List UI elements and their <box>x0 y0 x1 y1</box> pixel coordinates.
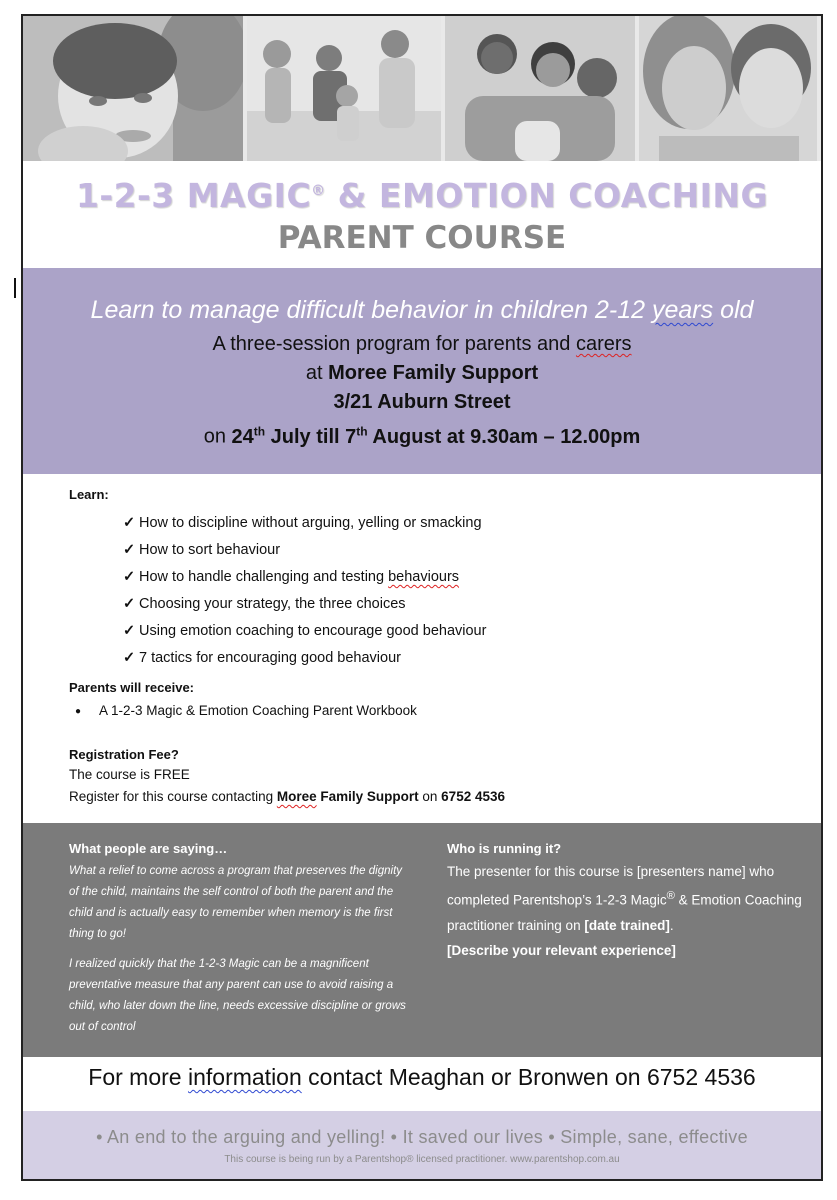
venue-line <box>23 359 821 388</box>
footer-band <box>23 1111 821 1181</box>
learn-heading: Learn: <box>69 487 109 502</box>
list-item <box>123 645 769 672</box>
learn-item-text: 7 tactics for encouraging good behaviour <box>139 650 401 666</box>
presenter-experience-placeholder: [Describe your relevant experience] <box>447 942 676 958</box>
title-program-name <box>23 171 821 216</box>
start-day: 24 <box>231 425 254 448</box>
contact-text: For more <box>88 1064 188 1090</box>
checkmark-icon: ✓ <box>123 596 136 612</box>
registration-org-rest: Family Support <box>316 789 419 804</box>
list-item <box>123 537 769 564</box>
dates-line <box>23 417 821 452</box>
checkmark-icon: ✓ <box>123 650 136 666</box>
tagline-end: old <box>713 296 754 324</box>
list-item <box>123 591 769 618</box>
contact-names-phone: contact Meaghan or Bronwen on 6752 4536 <box>301 1064 756 1090</box>
testimonials-heading: What people are saying… <box>69 841 228 856</box>
checkmark-icon: ✓ <box>123 569 136 585</box>
photo-family-on-beach <box>247 16 441 161</box>
testimonials-column <box>69 839 409 1038</box>
registration-contact <box>69 786 769 808</box>
course-details-band <box>23 268 821 474</box>
photo-mother-and-child <box>23 16 243 161</box>
program-text: A three-session program for parents and <box>212 333 576 355</box>
testimonial-quote: I realized quickly that the 1-2-3 Magic can be a magnificent preventative measure that any parent can use to avoid raising a child, who later down the line, needs excessive discipline or grows out of control <box>69 958 406 1033</box>
checkmark-icon: ✓ <box>123 623 136 639</box>
course-tagline <box>23 294 821 326</box>
presenter-date-placeholder: [date trained] <box>584 917 670 933</box>
program-spellcheck-word: carers <box>575 333 632 355</box>
learn-item-text: How to sort behaviour <box>139 542 281 558</box>
testimonials-band <box>23 823 821 1057</box>
text-cursor <box>14 278 16 298</box>
address-line <box>23 388 821 417</box>
registration-on: on <box>418 789 442 804</box>
list-item <box>123 510 769 537</box>
testimonial-quote: What a relief to come across a program that preserves the dignity of the child, maintains the self control of both the parent and the child and is actually easy to remember when memory is the first thing to go! <box>69 865 403 940</box>
learn-section <box>69 486 769 808</box>
photo-banner <box>23 16 821 161</box>
end-day-suffix: th <box>356 424 368 438</box>
start-day-suffix: th <box>253 424 266 438</box>
footer-slogans: • An end to the arguing and yelling! • It saved our lives • Simple, sane, effective <box>96 1127 748 1147</box>
list-item <box>123 564 769 591</box>
receive-list <box>75 701 769 722</box>
list-item <box>75 701 769 722</box>
registered-mark: ® <box>311 183 326 199</box>
learn-item-text: How to discipline without arguing, yelling or smacking <box>139 515 482 531</box>
venue-prefix: at <box>305 362 329 384</box>
course-title <box>23 171 821 258</box>
venue-address: 3/21 Auburn Street <box>333 391 511 413</box>
receive-item-text: A 1-2-3 Magic & Emotion Coaching Parent Workbook <box>99 703 417 718</box>
dates-middle: July till 7 <box>265 425 357 448</box>
checkmark-icon: ✓ <box>123 542 136 558</box>
title-magic-text: 1-2-3 MAGIC <box>75 176 312 215</box>
registration-spellcheck-word: Moree <box>276 789 317 804</box>
learn-item-text: How to handle challenging and testing <box>139 569 389 585</box>
program-description <box>23 330 821 359</box>
presenter-text: The presenter for this course is [presenters name] who completed Parentshop’s 1-2-3 Magic <box>447 864 775 908</box>
presenter-text-middle: & Emotion Coaching practitioner training on <box>447 892 802 933</box>
learn-list <box>123 510 769 672</box>
dates-value <box>232 426 641 448</box>
tagline-spellcheck-word: years <box>652 296 714 324</box>
presenter-text-dot: . <box>669 917 674 933</box>
checkmark-icon: ✓ <box>123 515 136 531</box>
dates-end-time: August at 9.30am – 12.00pm <box>367 425 641 448</box>
receive-heading: Parents will receive: <box>69 680 195 695</box>
tagline-text: Learn to manage difficult behavior in children 2-12 <box>90 296 652 324</box>
contact-line <box>23 1060 821 1094</box>
registration-org <box>277 789 419 804</box>
dates-prefix: on <box>203 425 232 448</box>
title-emotion-coaching-text: & EMOTION COACHING <box>325 176 769 215</box>
contact-spellcheck-word: information <box>187 1064 302 1090</box>
learn-item-text: Choosing your strategy, the three choices <box>139 596 406 612</box>
registration-fee: The course is FREE <box>69 767 190 782</box>
footer-note: This course is being run by a Parentshop® licensed practitioner. www.parentshop.com.au <box>224 1154 620 1165</box>
title-parent-course: PARENT COURSE <box>277 220 567 256</box>
flyer-page <box>21 14 823 1181</box>
registered-mark: ® <box>666 890 675 902</box>
presenter-description <box>447 859 817 963</box>
bullet-icon: ● <box>75 706 82 717</box>
registration-phone: 6752 4536 <box>441 789 505 804</box>
registration-block <box>69 746 769 808</box>
registration-contact-text: Register for this course contacting <box>69 789 277 804</box>
photo-mother-and-son <box>639 16 817 161</box>
list-item <box>123 618 769 645</box>
learn-item-text: Using emotion coaching to encourage good behaviour <box>139 623 487 639</box>
presenter-column <box>447 839 817 963</box>
registration-heading: Registration Fee? <box>69 747 179 762</box>
photo-family-group <box>445 16 635 161</box>
venue-name: Moree Family Support <box>328 362 539 384</box>
learn-spellcheck-word: behaviours <box>388 569 460 585</box>
presenter-heading: Who is running it? <box>447 841 562 856</box>
